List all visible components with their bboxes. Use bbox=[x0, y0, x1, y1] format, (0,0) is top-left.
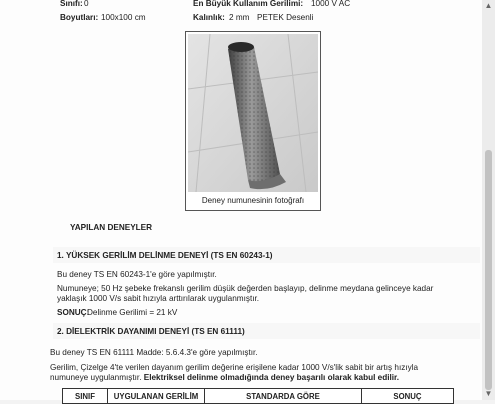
table-header-result: SONUÇ bbox=[362, 389, 454, 404]
class-label: Sınıfı: bbox=[60, 0, 83, 8]
test1-paragraph-1: Bu deney TS EN 60243-1'e göre yapılmıştır. bbox=[57, 270, 217, 279]
class-value: 0 bbox=[84, 0, 89, 8]
scroll-up-icon[interactable]: ▲ bbox=[484, 1, 493, 10]
scroll-down-icon[interactable]: ▼ bbox=[484, 389, 493, 398]
vertical-scrollbar[interactable] bbox=[482, 0, 495, 400]
thickness-value: 2 mm bbox=[229, 13, 250, 22]
sample-photo bbox=[188, 34, 318, 192]
section-title: YAPILAN DENEYLER bbox=[70, 223, 153, 232]
test2-title: 2. DİELEKTRİK DAYANIMI DENEYİ (TS EN 61111) bbox=[57, 327, 245, 336]
test2-paragraph-2-line-1: Gerilim, Çizelge 4'te verilen dayanım gerilim değerine erişilene kadar 1000 V/s'lik sabit bir artış hızıyla bbox=[50, 363, 419, 372]
photo-frame bbox=[185, 31, 321, 211]
test1-paragraph-2-line-2: yaklaşık 1000 V/s sabit hızıyla arttırılarak uygulanmıştır. bbox=[57, 294, 260, 303]
scrollbar-thumb[interactable] bbox=[485, 150, 492, 390]
thickness-label: Kalınlık: bbox=[193, 13, 225, 22]
max-voltage-value: 1000 V AC bbox=[311, 0, 351, 8]
table-header-row bbox=[63, 389, 454, 404]
photo-caption: Deney numunesinin fotoğrafı bbox=[201, 196, 305, 205]
max-voltage-label: En Büyük Kullanım Gerilimi: bbox=[193, 0, 304, 8]
test2-paragraph-2-line-2: numuneye uygulanmıştır. Elektriksel delinme olmadığında deney başarılı olarak kabul edilir. bbox=[50, 373, 400, 382]
table-header-per-standard: STANDARDA GÖRE bbox=[205, 389, 362, 404]
dimensions-label: Boyutları: bbox=[60, 13, 99, 22]
test1-title: 1. YÜKSEK GERİLİM DELİNME DENEYİ (TS EN 60243-1) bbox=[57, 251, 273, 260]
table-header-applied-voltage: UYGULANAN GERİLİM bbox=[108, 389, 205, 404]
pattern-value: PETEK Desenli bbox=[257, 13, 314, 22]
test2-paragraph-1: Bu deney TS EN 61111 Madde: 5.6.4.3'e göre yapılmıştır. bbox=[50, 348, 258, 357]
table-header-class: SINIF bbox=[63, 389, 108, 404]
dimensions-value: 100x100 cm bbox=[101, 13, 146, 22]
test1-paragraph-2-line-1: Numuneye; 50 Hz şebeke frekanslı gerilim düşük değerden başlayıp, delinme meydana gelinceye kadar bbox=[57, 284, 434, 293]
results-table bbox=[62, 388, 454, 404]
test1-result-value: Delinme Gerilimi = 21 kV bbox=[87, 308, 178, 317]
test1-result-label: SONUÇ: bbox=[57, 308, 90, 317]
